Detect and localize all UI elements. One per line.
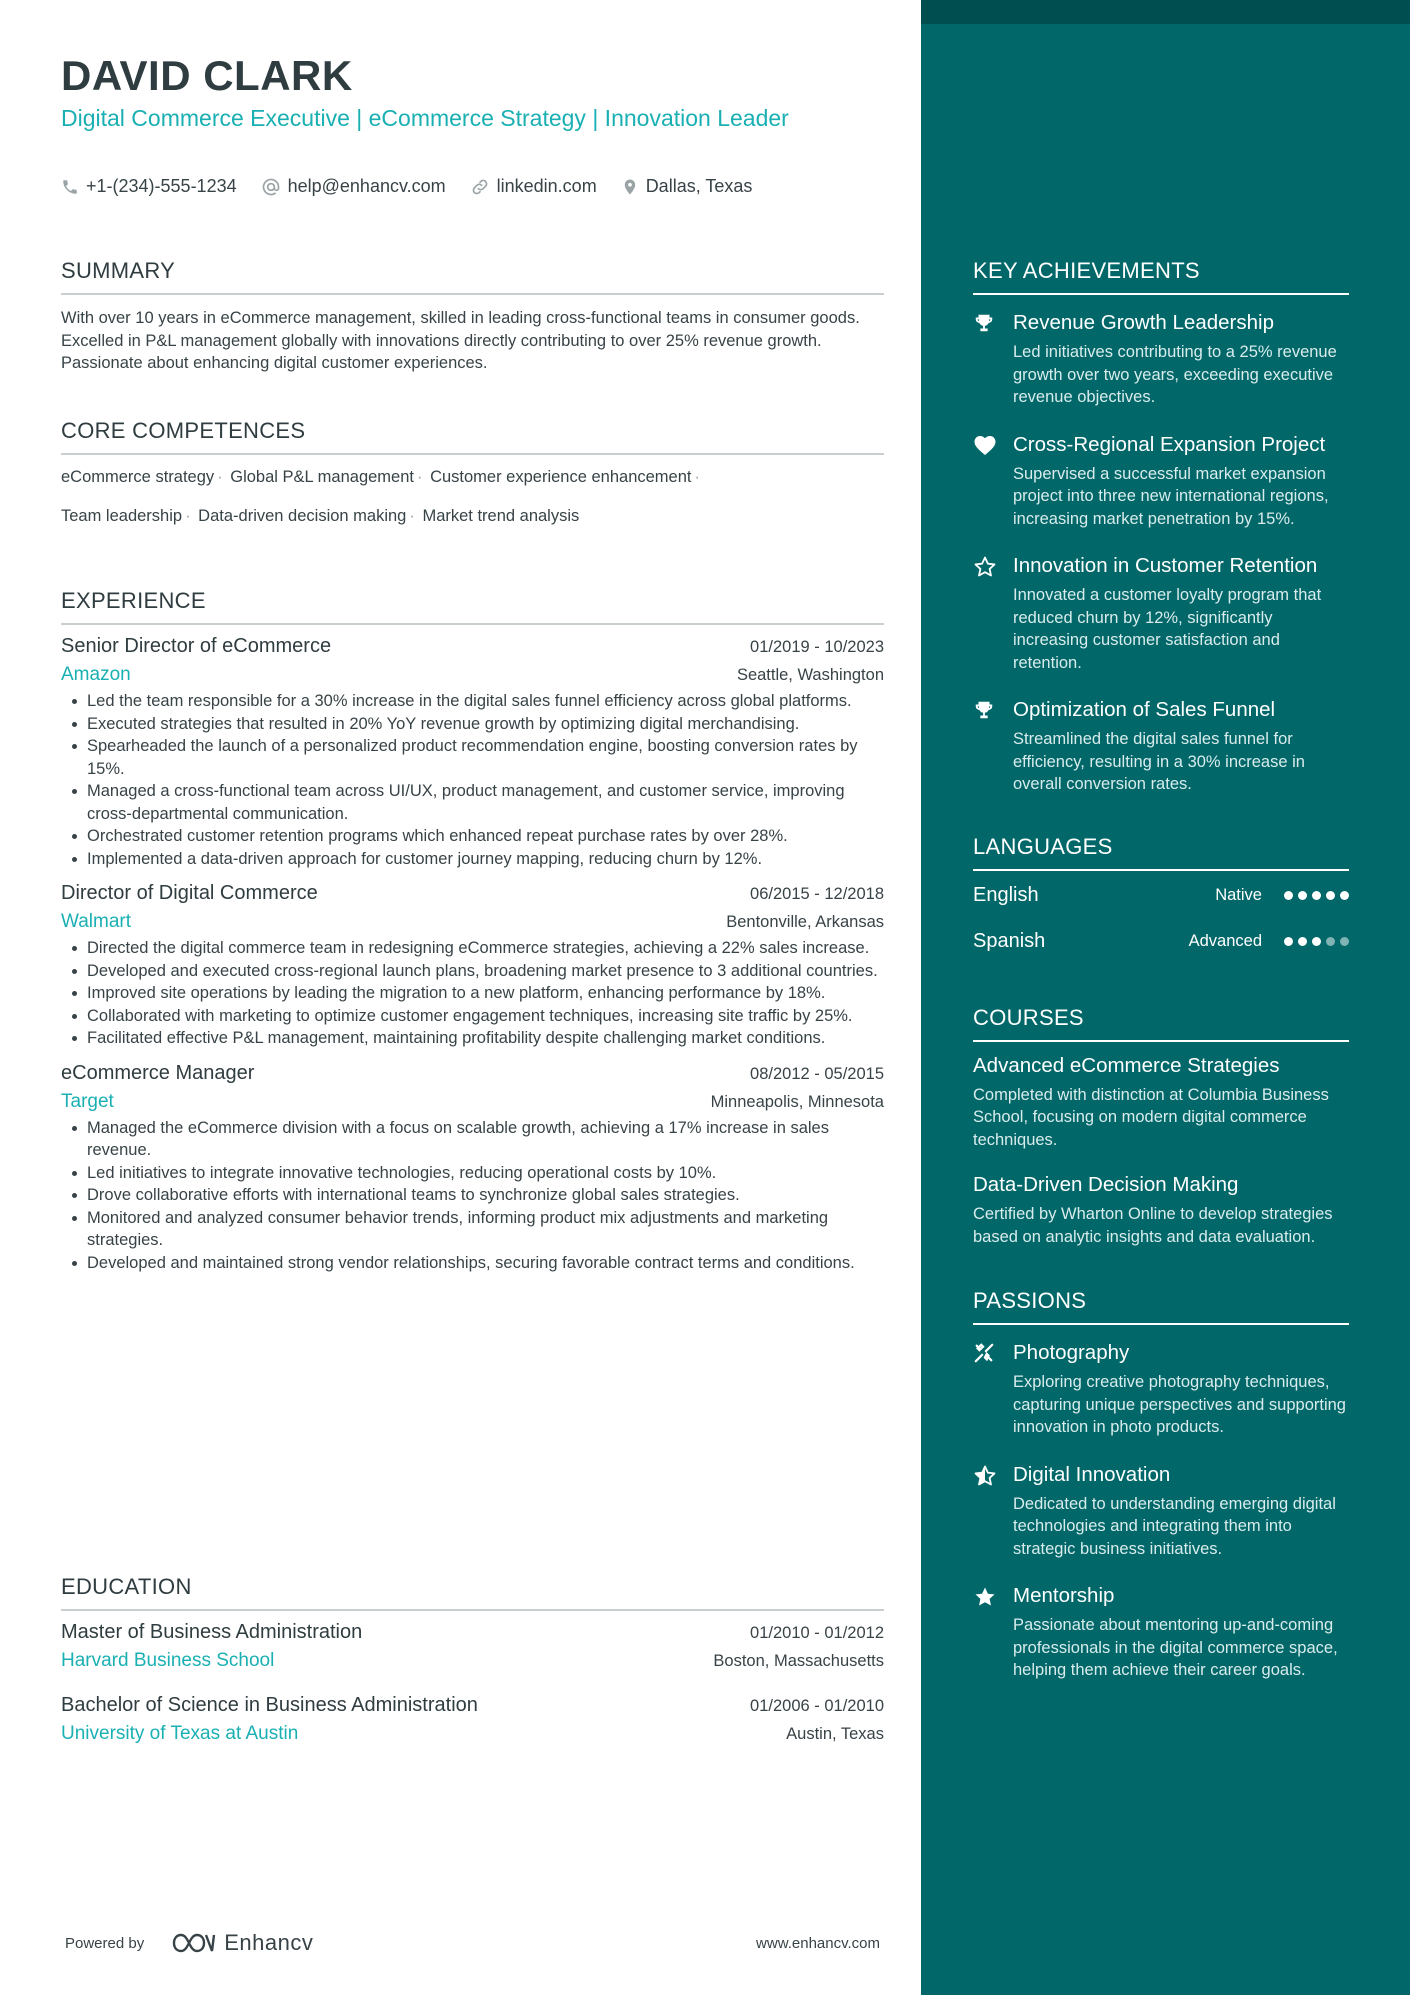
language-name: Spanish bbox=[973, 930, 1046, 952]
job-entry bbox=[61, 882, 884, 1050]
school-location: Austin, Texas bbox=[786, 1725, 884, 1743]
footer bbox=[65, 1930, 880, 1956]
courses-section bbox=[973, 1005, 1349, 1249]
job-location: Seattle, Washington bbox=[736, 666, 884, 684]
summary-section bbox=[61, 258, 884, 375]
achievement-title: Cross-Regional Expansion Project bbox=[1013, 432, 1326, 456]
candidate-name: DAVID CLARK bbox=[61, 52, 353, 99]
job-location: Bentonville, Arkansas bbox=[726, 913, 884, 931]
job-location: Minneapolis, Minnesota bbox=[710, 1092, 884, 1111]
achievement-desc: Led initiatives contributing to a 25% revenue growth over two years, exceeding executive revenue objectives. bbox=[1013, 343, 1337, 406]
competences-title: CORE COMPETENCES bbox=[61, 418, 884, 455]
education-dates: 01/2006 - 01/2010 bbox=[750, 1697, 884, 1715]
job-dates: 06/2015 - 12/2018 bbox=[750, 885, 884, 903]
passion-item bbox=[973, 1339, 1349, 1439]
bullet-item: Improved site operations by leading the migration to a new platform, enhancing performance by 18%. bbox=[61, 982, 884, 1005]
achievement-item bbox=[973, 309, 1349, 409]
school-name[interactable]: University of Texas at Austin bbox=[61, 1723, 299, 1744]
job-title: eCommerce Manager bbox=[61, 1061, 255, 1084]
contact-phone[interactable] bbox=[61, 176, 237, 197]
language-rating bbox=[1284, 937, 1349, 946]
footer-url[interactable]: www.enhancv.com bbox=[756, 1934, 880, 1952]
experience-section bbox=[61, 588, 884, 1274]
languages-title: LANGUAGES bbox=[973, 834, 1349, 871]
achievement-desc: Streamlined the digital sales funnel for efficiency, resulting in a 30% increase in overall conversion rates. bbox=[1013, 730, 1305, 793]
phone-icon bbox=[61, 178, 79, 196]
sidebar bbox=[921, 0, 1410, 1995]
contact-bar bbox=[61, 176, 776, 197]
passion-desc: Exploring creative photography techniques, capturing unique perspectives and supporting innovation in photo products. bbox=[1013, 1373, 1346, 1436]
star-outline-icon bbox=[973, 555, 997, 579]
language-row bbox=[973, 873, 1349, 919]
bullet-item: Developed and maintained strong vendor relationships, securing favorable contract terms and conditions. bbox=[61, 1252, 884, 1275]
competences-section bbox=[61, 418, 884, 536]
course-item bbox=[973, 1052, 1349, 1152]
contact-email[interactable] bbox=[261, 176, 446, 197]
star-icon bbox=[973, 1585, 997, 1609]
competence-item: Market trend analysis bbox=[422, 507, 580, 525]
company-name[interactable]: Target bbox=[61, 1090, 114, 1112]
passion-item bbox=[973, 1461, 1349, 1561]
achievement-desc: Innovated a customer loyalty program that reduced churn by 12%, significantly increasing customer satisfaction and retention. bbox=[1013, 586, 1322, 672]
contact-location bbox=[621, 176, 753, 197]
location-pin-icon bbox=[621, 177, 639, 197]
brand-name: Enhancv bbox=[224, 1930, 314, 1955]
competence-item: Customer experience enhancement bbox=[430, 468, 692, 486]
course-title: Data-Driven Decision Making bbox=[973, 1173, 1239, 1196]
email-text: help@enhancv.com bbox=[287, 176, 446, 196]
achievement-item bbox=[973, 696, 1349, 796]
achievement-item bbox=[973, 552, 1349, 674]
job-bullets bbox=[61, 690, 884, 870]
company-name[interactable]: Walmart bbox=[61, 911, 132, 932]
courses-title: COURSES bbox=[973, 1005, 1349, 1042]
competence-item: Data-driven decision making bbox=[198, 507, 407, 525]
bullet-item: Implemented a data-driven approach for customer journey mapping, reducing churn by 12%. bbox=[61, 848, 884, 871]
powered-by[interactable] bbox=[65, 1930, 313, 1956]
achievement-item bbox=[973, 431, 1349, 531]
summary-text: With over 10 years in eCommerce management, skilled in leading cross-functional teams in consumer goods. Excelled in P&L management globally with innovations directly contributing to over 25% revenue growth. Passionate about enhancing digital customer experiences. bbox=[61, 309, 860, 372]
rating-dot bbox=[1284, 891, 1293, 900]
competence-item: eCommerce strategy bbox=[61, 468, 215, 486]
job-bullets bbox=[61, 1117, 884, 1275]
bullet-item: Drove collaborative efforts with international teams to synchronize global sales strategies. bbox=[61, 1184, 884, 1207]
bullet-item: Led initiatives to integrate innovative technologies, reducing operational costs by 10%. bbox=[61, 1162, 884, 1185]
at-icon bbox=[261, 177, 281, 197]
language-name: English bbox=[973, 884, 1039, 906]
language-level: Native bbox=[1215, 886, 1262, 904]
linkedin-text: linkedin.com bbox=[496, 176, 597, 196]
job-dates: 08/2012 - 05/2015 bbox=[750, 1064, 884, 1083]
sidebar-top-strip bbox=[921, 0, 1410, 24]
languages-section bbox=[973, 834, 1349, 965]
job-title: Director of Digital Commerce bbox=[61, 882, 318, 904]
achievement-title: Optimization of Sales Funnel bbox=[1013, 698, 1276, 721]
passions-section bbox=[973, 1288, 1349, 1682]
education-section bbox=[61, 1574, 884, 1745]
course-desc: Completed with distinction at Columbia Business School, focusing on modern digital commerce techniques. bbox=[973, 1085, 1329, 1149]
job-dates: 01/2019 - 10/2023 bbox=[750, 638, 884, 656]
bullet-item: Executed strategies that resulted in 20% YoY revenue growth by optimizing digital merchandising. bbox=[61, 713, 884, 736]
link-icon bbox=[470, 177, 490, 197]
achievement-desc: Supervised a successful market expansion project into three new international regions, increasing market penetration by 15%. bbox=[1013, 464, 1329, 528]
language-level: Advanced bbox=[1188, 932, 1262, 950]
heart-icon bbox=[973, 434, 997, 456]
rating-dot bbox=[1284, 937, 1293, 946]
passions-title: PASSIONS bbox=[973, 1288, 1349, 1325]
language-rating bbox=[1284, 891, 1349, 900]
achievement-title: Innovation in Customer Retention bbox=[1013, 554, 1318, 577]
competence-item: Team leadership bbox=[61, 507, 183, 525]
bullet-item: Monitored and analyzed consumer behavior trends, informing product mix adjustments and marketing strategies. bbox=[61, 1207, 884, 1252]
bullet-item: Orchestrated customer retention programs which enhanced repeat purchase rates by over 28%. bbox=[61, 825, 884, 848]
school-location: Boston, Massachusetts bbox=[713, 1652, 884, 1670]
passion-title: Mentorship bbox=[1013, 1584, 1115, 1607]
bullet-item: Led the team responsible for a 30% increase in the digital sales funnel efficiency across global platforms. bbox=[61, 690, 884, 713]
passion-title: Digital Innovation bbox=[1013, 1462, 1171, 1486]
rating-dot bbox=[1312, 937, 1321, 946]
bullet-item: Developed and executed cross-regional launch plans, broadening market presence to 3 additional countries. bbox=[61, 960, 884, 983]
star-half-icon bbox=[973, 1464, 997, 1488]
rating-dot bbox=[1340, 937, 1349, 946]
enhancv-logo-icon bbox=[170, 1931, 216, 1955]
achievements-title: KEY ACHIEVEMENTS bbox=[973, 258, 1349, 295]
summary-title: SUMMARY bbox=[61, 258, 884, 295]
competences-list: eCommerce strategy · Global P&L management · Customer experience enhancement · Team leadership · Data-driven decision making · Market trend analysis bbox=[61, 468, 700, 525]
rating-dot bbox=[1298, 937, 1307, 946]
bullet-item: Directed the digital commerce team in redesigning eCommerce strategies, achieving a 22% sales increase. bbox=[61, 937, 884, 960]
headline: Digital Commerce Executive | eCommerce Strategy | Innovation Leader bbox=[61, 105, 789, 131]
degree-title: Bachelor of Science in Business Administration bbox=[61, 1694, 478, 1716]
location-text: Dallas, Texas bbox=[645, 176, 753, 196]
competence-item: Global P&L management bbox=[230, 468, 414, 486]
camera-tools-icon bbox=[973, 1342, 995, 1364]
bullet-item: Collaborated with marketing to optimize customer engagement techniques, increasing site traffic by 25%. bbox=[61, 1005, 884, 1028]
phone-text: +1-(234)-555-1234 bbox=[86, 176, 237, 196]
job-bullets bbox=[61, 937, 884, 1050]
contact-linkedin[interactable] bbox=[470, 176, 597, 197]
achievements-section bbox=[973, 258, 1349, 796]
passion-desc: Dedicated to understanding emerging digital technologies and integrating them into strategic business initiatives. bbox=[1013, 1494, 1336, 1558]
trophy-icon bbox=[973, 699, 995, 721]
rating-dot bbox=[1312, 891, 1321, 900]
course-item bbox=[973, 1171, 1349, 1248]
course-title: Advanced eCommerce Strategies bbox=[973, 1053, 1280, 1077]
trophy-icon bbox=[973, 312, 995, 334]
bullet-item: Managed a cross-functional team across UI/UX, product management, and customer service, improving cross-departmental communication. bbox=[61, 780, 884, 825]
school-name[interactable]: Harvard Business School bbox=[61, 1650, 275, 1671]
job-entry bbox=[61, 635, 884, 870]
education-entry bbox=[61, 1694, 884, 1745]
powered-by-label: Powered by bbox=[65, 1934, 145, 1952]
education-entry bbox=[61, 1621, 884, 1672]
education-dates: 01/2010 - 01/2012 bbox=[750, 1624, 884, 1642]
passion-item bbox=[973, 1582, 1349, 1682]
course-desc: Certified by Wharton Online to develop strategies based on analytic insights and data evaluation. bbox=[973, 1205, 1333, 1246]
language-row bbox=[973, 919, 1349, 965]
rating-dot bbox=[1298, 891, 1307, 900]
bullet-item: Spearheaded the launch of a personalized product recommendation engine, boosting conversion rates by 15%. bbox=[61, 735, 884, 780]
rating-dot bbox=[1326, 937, 1335, 946]
company-name[interactable]: Amazon bbox=[61, 664, 131, 685]
rating-dot bbox=[1340, 891, 1349, 900]
bullet-item: Facilitated effective P&L management, maintaining profitability despite challenging market conditions. bbox=[61, 1027, 884, 1050]
passion-desc: Passionate about mentoring up-and-coming professionals in the digital commerce space, helping them achieve their career goals. bbox=[1013, 1616, 1338, 1679]
degree-title: Master of Business Administration bbox=[61, 1621, 363, 1643]
passion-title: Photography bbox=[1013, 1341, 1130, 1364]
experience-title: EXPERIENCE bbox=[61, 588, 884, 625]
job-entry bbox=[61, 1062, 884, 1275]
achievement-title: Revenue Growth Leadership bbox=[1013, 311, 1274, 334]
bullet-item: Managed the eCommerce division with a focus on scalable growth, achieving a 17% increase in sales revenue. bbox=[61, 1117, 884, 1162]
education-title: EDUCATION bbox=[61, 1574, 884, 1611]
job-title: Senior Director of eCommerce bbox=[61, 635, 332, 657]
rating-dot bbox=[1326, 891, 1335, 900]
